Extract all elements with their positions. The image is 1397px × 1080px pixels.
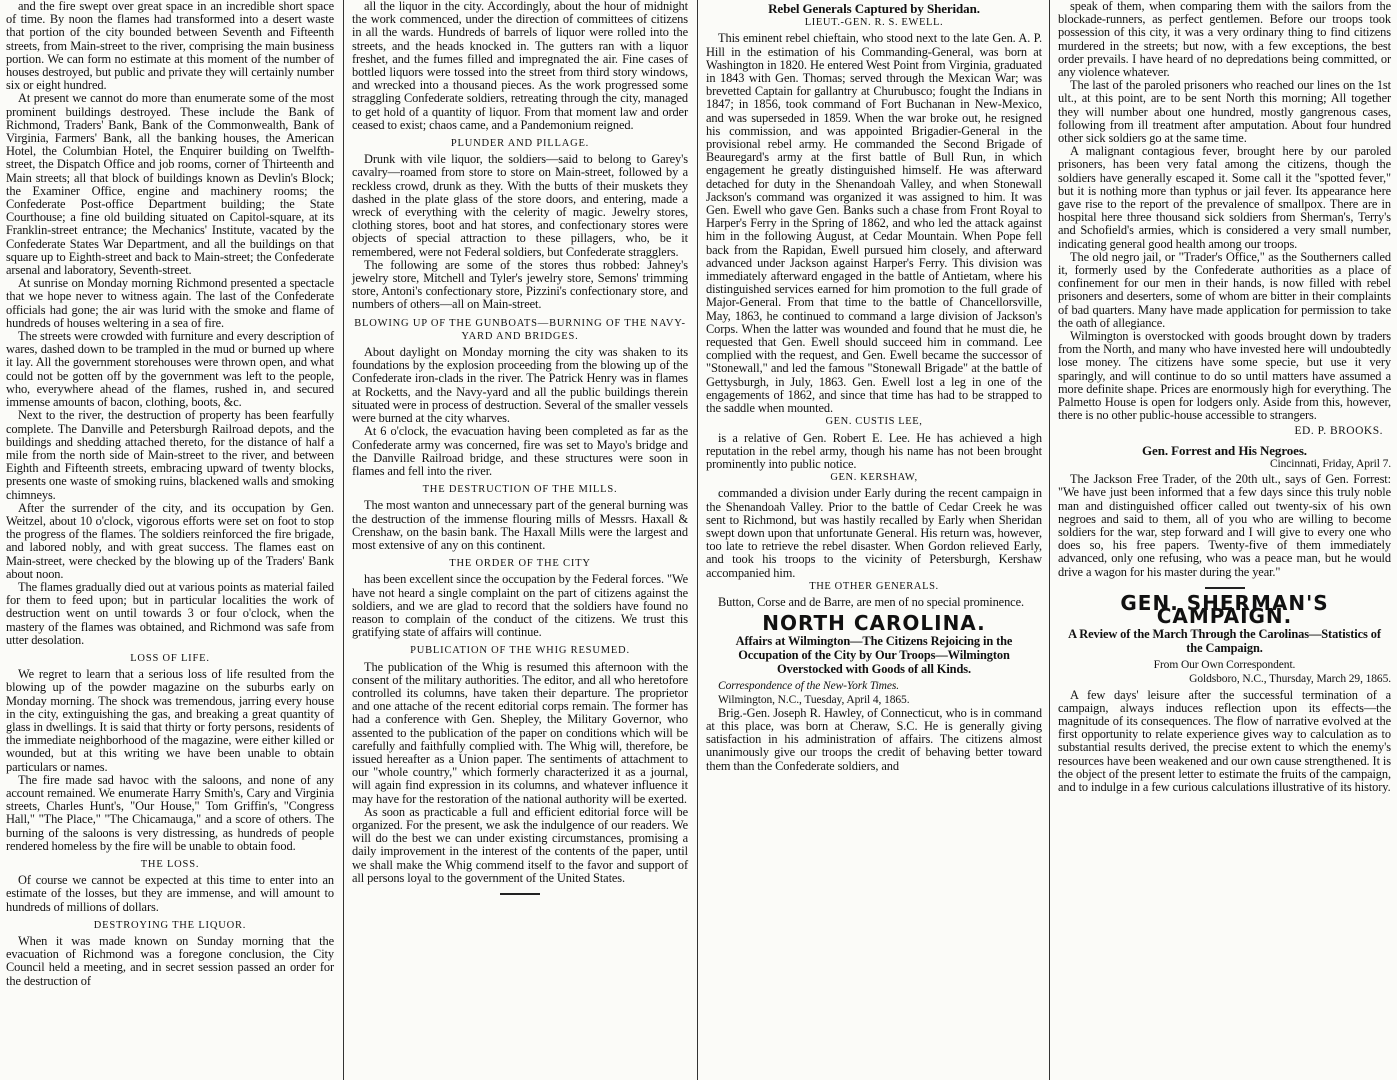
paragraph: As soon as practicable a full and efficient editorial force will be organized. For the present, we ask the indulgence of our readers. We will do the best we can under existing circumstances, promising a daily improvement in the interest of the contents of the paper, until we shall make the Whig commend itself to the favor and support of all persons loyal to the government of the United States. (352, 804, 688, 885)
paragraph: This eminent rebel chieftain, who stood next to the late Gen. A. P. Hill in the estimation of his Commanding-General, was born at Washington in 1820. He entered West Point from Virginia, graduated in 1843 with Gen. Thomas; served through the Mexican War; was brevetted Captain for gallantry at Churubusco; fought the Indians in 1847; in 1856, took command of Fort Buchanan in New-Mexico, and was superseded in 1859. When the war broke out, he resigned his commission, and was appointed Brigadier-General in the provisional rebel army. He commanded the Second Brigade of Beauregard's army at the first battle of Bull Run, in which engagement he greatly distinguished himself. He was afterward detached for duty in the Shenandoah Valley, and when Stonewall Jackson's command was organized it was assigned to him. It was Gen. Ewell who gave Gen. Banks such a chase from Front Royal to Harper's Ferry in the Spring of 1862, and who led the attack against him in the following August, at Cedar Mountain. When Pope fell back from the Rapidan, Ewell pursued him closely, and afterward advanced under Jackson against Harper's Ferry. This division was immediately afterward engaged in the battle of Antietam, where his distinguished services earned for him promotion to the full grade of Major-General. From that time to the battle of Chancellorsville, May, 1863, he continued to command a large division of Jackson's Corps. When the latter was wounded and found that he must die, he requested that Gen. Ewell should succeed him in command. Lee complied with the request, and Gen. Ewell became the successor of "Stonewall," and led the famous "Stonewall Brigade" at the battle of Gettysburgh, in July, 1863. Gen. Ewell lost a leg in one of the engagements of 1862, and since that time has had to be strapped to the saddle when mounted. (706, 31, 1042, 416)
section-subheading: THE OTHER GENERALS. (809, 580, 939, 592)
paragraph: all the liquor in the city. Accordingly, about the hour of midnight the work commenced, under the direction of committees of citizens in all the wards. Hundreds of barrels of liquor were rolled into the streets, and the heads knocked in. The gutters ran with a liquor freshet, and the fumes filled and impregnated the air. Fine cases of bottled liquors were tossed into the street from third story windows, and wrecked into a thousand pieces. As the work progressed some straggling Confederate soldiers, retreating through the city, managed to get hold of a quantity of liquor. From that moment law and order ceased to exist; chaos came, and a Pandemonium reigned. (352, 0, 688, 132)
column-1 (0, 0, 340, 1080)
section-subheading: THE DESTRUCTION OF THE MILLS. (422, 484, 618, 496)
paragraph: Drunk with vile liquor, the soldiers—said to belong to Garey's cavalry—roamed from store to store on Main-street, followed by a reckless crowd, drunk as they. With the butts of their muskets they dashed in the plate glass of the store doors, and entering, made a wreck of everything with the celerity of magic. Jewelry stores, clothing stores, boot and hat stores, and confectionary stores were objects of special attraction to these pillagers, who, be it remembered, were not Federal soldiers, but Confederate stragglers. (352, 152, 688, 259)
paragraph: commanded a division under Early during the recent campaign in the Shenandoah Valley. Prior to the battle of Cedar Creek he was sent to Richmond, but was hastily recalled by Early when Sheridan swept down upon that unfortunate General. His return was, however, too late to retrieve the rebel disaster. When Gordon relieved Early, and took his troops to the vicinity of Petersburgh, Kershaw accompanied him. (706, 486, 1042, 580)
paragraph: At 6 o'clock, the evacuation having been completed as far as the Confederate army was concerned, fire was set to Mayo's bridge and the Danville Railroad bridge, and these structures were soon in flames and fell into the river. (352, 424, 688, 478)
paragraph: The Jackson Free Trader, of the 20th ult., says of Gen. Forrest: "We have just been informed that a few days since this truly noble man and distinguished officer called out twenty-six of his own negroes and said to them, all of you who are willing to become soldiers for the war, step forward and I will give to every one who does so, his free papers. Twenty-five of them immediately advanced, only one refusing, who was a peace man, but he would drive a wagon for his master during the year." (1058, 472, 1391, 579)
paragraph: The last of the paroled prisoners who reached our lines on the 1st ult., at this point, are to be sent North this morning; All together they will number about one hundred, mostly gangrenous cases, following from ill treatment after amputation. About four hundred other sick soldiers go at the same time. (1058, 78, 1391, 146)
column-2 (346, 0, 694, 1080)
paragraph: The publication of the Whig is resumed this afternoon with the consent of the military authorities. The editor, and all who heretofore controlled its columns, have taken their departure. The proprietor and one attache of the recent editorial corps remain. The former has had a conference with Gen. Shepley, the Military Governor, who assented to the publication of the paper on conditions which will be carefully and faithfully complied with. The Whig will, therefore, be issued hereafter as a Union paper. The sentiments of attachment to our "whole country," which formerly characterized it as a journal, will again find expression in its columns, and whatever influence it may have for the restoration of the national authority will be exerted. (352, 659, 688, 806)
column-4 (1052, 0, 1397, 1080)
dateline: Wilmington, N.C., Tuesday, April 4, 1865. (718, 693, 910, 706)
column-3 (700, 0, 1048, 1080)
separator-rule (500, 893, 540, 895)
paragraph: After the surrender of the city, and its occupation by Gen. Weitzel, about 10 o'clock, vigorous efforts were set on foot to stop the progress of the flames. The soldiers reinforced the fire brigade, and labored nobly, and with great success. The flames east on Main-street, were checked by the blowing up of the Traders' Bank about noon. (6, 500, 334, 581)
section-subheading: THE LOSS. (140, 859, 200, 870)
paragraph: Next to the river, the destruction of property has been fearfully complete. The Danville and Petersburgh Railroad depots, and the buildings and shedding attached thereto, for the distance of half a mile from the north side of Main-street to the river, and between Eighth and Fifteenth streets, embracing upward of twenty blocks, presents one waste of smoking ruins, blackened walls and smoking chimneys. (6, 408, 334, 502)
major-headline: GEN. SHERMAN'S CAMPAIGN. (1120, 590, 1329, 628)
section-subheading: LIEUT.-GEN. R. S. EWELL. (804, 17, 944, 29)
correspondent-line: From Our Own Correspondent. (1153, 659, 1296, 672)
section-subheading: THE ORDER OF THE CITY (449, 558, 591, 570)
paragraph: speak of them, when comparing them with the sailors from the blockade-runners, as perfect gentlemen. Before our troops took possession of this city, it was a very ordinary thing to find citizens murdered in the streets; but now, with a few exceptions, the best order prevails. I have heard of no depredations being committed, or any violence whatever. (1058, 0, 1391, 80)
paragraph: The fire made sad havoc with the saloons, and none of any account remained. We enumerate Harry Smith's, Cary and Virginia streets, Charles Hunt's, "Our House," Tom Griffin's, "Congress Hall," "The Place," "The Chicamauga," and a score of others. The burning of the saloons is very distressing, as hundreds of people rendered homeless by the fire will be unable to obtain food. (6, 772, 334, 853)
paragraph: The most wanton and unnecessary part of the general burning was the destruction of the immense flouring mills of Messrs. Haxall & Crenshaw, on the basin bank. The Haxall Mills were the largest and most extensive of any on this continent. (352, 498, 688, 552)
column-rule (343, 0, 344, 1080)
paragraph: When it was made known on Sunday morning that the evacuation of Richmond was a foregone conclusion, the City Council held a meeting, and in secret session passed an order for the destruction of (6, 934, 334, 988)
paragraph: Brig.-Gen. Joseph R. Hawley, of Connecticut, who is in command at this place, was born at Cheraw, S.C. He is generally giving satisfaction in his administration of affairs. The citizens almost unanimously give our troops the credit of behaving better toward them than the Confederate soldiers, and (706, 705, 1042, 773)
paragraph: About daylight on Monday morning the city was shaken to its foundations by the explosion proceeding from the blowing up of the Confederate iron-clads in the river. The Patrick Henry was in flames at Rocketts, and the Navy-yard and all the public buildings therein situated were in process of destruction. Several of the smaller vessels were burned at the city wharves. (352, 345, 688, 426)
paragraph: Wilmington is overstocked with goods brought down by traders from the North, and many who have invested here will undoubtedly lose money. The citizens have some specie, but use it very sparingly, and will continue to do so until matters have assumed a more definite shape. Prices are enormously high for everything. The Palmetto House is open for lodgers only. Aside from this, however, there is no other public-house accessible to strangers. (1058, 329, 1391, 423)
paragraph: The streets were crowded with furniture and every description of wares, dashed down to be trampled in the mud or burned up where it lay. All the government storehouses were thrown open, and what could not be gotten off by the government was left to the people, who, everywhere ahead of the flames, rushed in, and secured immense amounts of bacon, clothing, boots, &c. (6, 329, 334, 410)
dateline: Goldsboro, N.C., Thursday, March 29, 1865. (1189, 673, 1391, 686)
headline-deck: A Review of the March Through the Carolinas—Statistics of the Campaign. (1068, 627, 1381, 656)
section-subheading: GEN. KERSHAW, (830, 472, 918, 484)
author-signature: ED. P. BROOKS. (1294, 424, 1383, 437)
separator-rule (1205, 587, 1245, 589)
paragraph: Of course we cannot be expected at this time to enter into an estimate of the losses, but they are immense, and will amount to hundreds of millions of dollars. (6, 873, 334, 914)
section-subheading: GEN. CUSTIS LEE, (825, 416, 923, 428)
paragraph: and the fire swept over great space in an incredible short space of time. By noon the flames had transformed into a desert waste that portion of the city bounded between Seventh and Fifteenth streets, from Main-street to the river, comprising the main business portion. We can form no estimate at this moment of the number of houses destroyed, but public and private they will certainly number six or eight hundred. (6, 0, 334, 93)
section-subheading: PUBLICATION OF THE WHIG RESUMED. (410, 645, 630, 657)
paragraph: A few days' leisure after the successful termination of a campaign, always induces reflection upon its effects—the magnitude of its consequences. The flow of narrative evolved at the first opportunity to relate experience gives way to calculation as to substantial results derived, the precise extent to which the enemy's resources have been weakened and our own cause strengthened. It is the object of the present letter to estimate the fruits of the campaign, and to indulge in a few curious calculations illustrative of its history. (1058, 687, 1391, 794)
paragraph: A malignant contagious fever, brought here by our paroled prisoners, has been very fatal among the citizens, though the soldiers have generally escaped it. Some call it the "spotted fever," but it is nothing more than typhus or jail fever. Its appearance here gave rise to the report of the prevalence of smallpox. There are in hospital here three thousand sick soldiers from Sherman's, Terry's and Schofield's armies, which is considered a very small number, indicating general good health among our troops. (1058, 144, 1391, 251)
paragraph: The old negro jail, or "Trader's Office," as the Southerners called it, formerly used by the Confederate authorities as a place of confinement for our men in their hands, is now filled with rebel prisoners and deserters, some of whom are bitter in their complaints of bad quarters. Many have made application for permission to take the oath of allegiance. (1058, 249, 1391, 330)
paragraph: has been excellent since the occupation by the Federal forces. "We have not heard a single complaint on the part of citizens against the soldiers, and we are glad to record that the soldiers have found no reason to complain of the conduct of the citizens. We trust this gratifying state of affairs will continue. (352, 572, 688, 640)
dateline: Cincinnati, Friday, April 7. (1269, 457, 1391, 470)
section-subheading: PLUNDER AND PILLAGE. (450, 138, 590, 150)
column-rule (697, 0, 698, 1080)
section-subheading: DESTROYING THE LIQUOR. (93, 919, 247, 931)
paragraph: At present we cannot do more than enumerate some of the most prominent buildings destroyed. These include the Bank of Richmond, Traders' Bank, Bank of the Commonwealth, Bank of Virginia, Farmers' Bank, all the banking houses, the American Hotel, the Columbian Hotel, the Enquirer building on Twelfth-street, the Dispatch Office and job rooms, corner of Thirteenth and Main streets; all that block of buildings known as Devlin's Block; the Examiner Office, engine and machinery rooms; the Confederate Post-office Department building; the State Courthouse; a fine old building situated on Capitol-square, at its Franklin-street entrance; the Mechanics' Institute, vacated by the Confederate States War Department, and all the buildings on that square up to Eighth-street and back to Main-street; the Confederate arsenal and laboratory, Seventh-street. (6, 91, 334, 278)
paragraph: The flames gradually died out at various points as material failed for them to feed upon; but in particular localities the work of destruction went on until towards 3 or four o'clock, when the mastery of the flames was obtained, and Richmond was safe from utter desolation. (6, 579, 334, 647)
article-headline: Gen. Forrest and His Negroes. (1142, 442, 1307, 458)
paragraph: Button, Corse and de Barre, are men of no special prominence. (718, 594, 1024, 609)
paragraph: We regret to learn that a serious loss of life resulted from the blowing up of the powder magazine on the suburbs early on Monday morning. The shock was tremendous, jarring every house in the city, extinguishing the gas, and breaking a great quantity of glass in dwellings. It is said that thirty or forty persons, residents of the immediate neighborhood of the magazine, were either killed or wounded, but at this writing we have been unable to obtain particulars or names. (6, 667, 334, 774)
paragraph: is a relative of Gen. Robert E. Lee. He has achieved a high reputation in the rebel army, though his name has not been brought prominently into public notice. (706, 430, 1042, 471)
correspondent-line: Correspondence of the New-York Times. (718, 680, 900, 693)
paragraph: At sunrise on Monday morning Richmond presented a spectacle that we hope never to witness again. The last of the Confederate officials had gone; the air was lurid with the smoke and flame of hundreds of houses weltering in a sea of fire. (6, 276, 334, 330)
section-subheading: BLOWING UP OF THE GUNBOATS—BURNING OF THE NAVY-YARD AND BRIDGES. (354, 317, 686, 342)
article-headline: Rebel Generals Captured by Sheridan. (768, 1, 980, 16)
major-headline: NORTH CAROLINA. (762, 611, 986, 636)
section-subheading: LOSS OF LIFE. (130, 652, 210, 664)
paragraph: The following are some of the stores thus robbed: Jahney's jewelry store, Mitchell and Tyler's jewelry store, Semons' trimming store, Antoni's confectionary store, Pizzini's confectionary store, and numbers of others—all on Main-street. (352, 257, 688, 312)
headline-deck: Affairs at Wilmington—The Citizens Rejoicing in the Occupation of the City by Our Troops—Wilmington Overstocked with Goods of all Kinds. (735, 634, 1013, 677)
column-rule (1049, 0, 1050, 1080)
